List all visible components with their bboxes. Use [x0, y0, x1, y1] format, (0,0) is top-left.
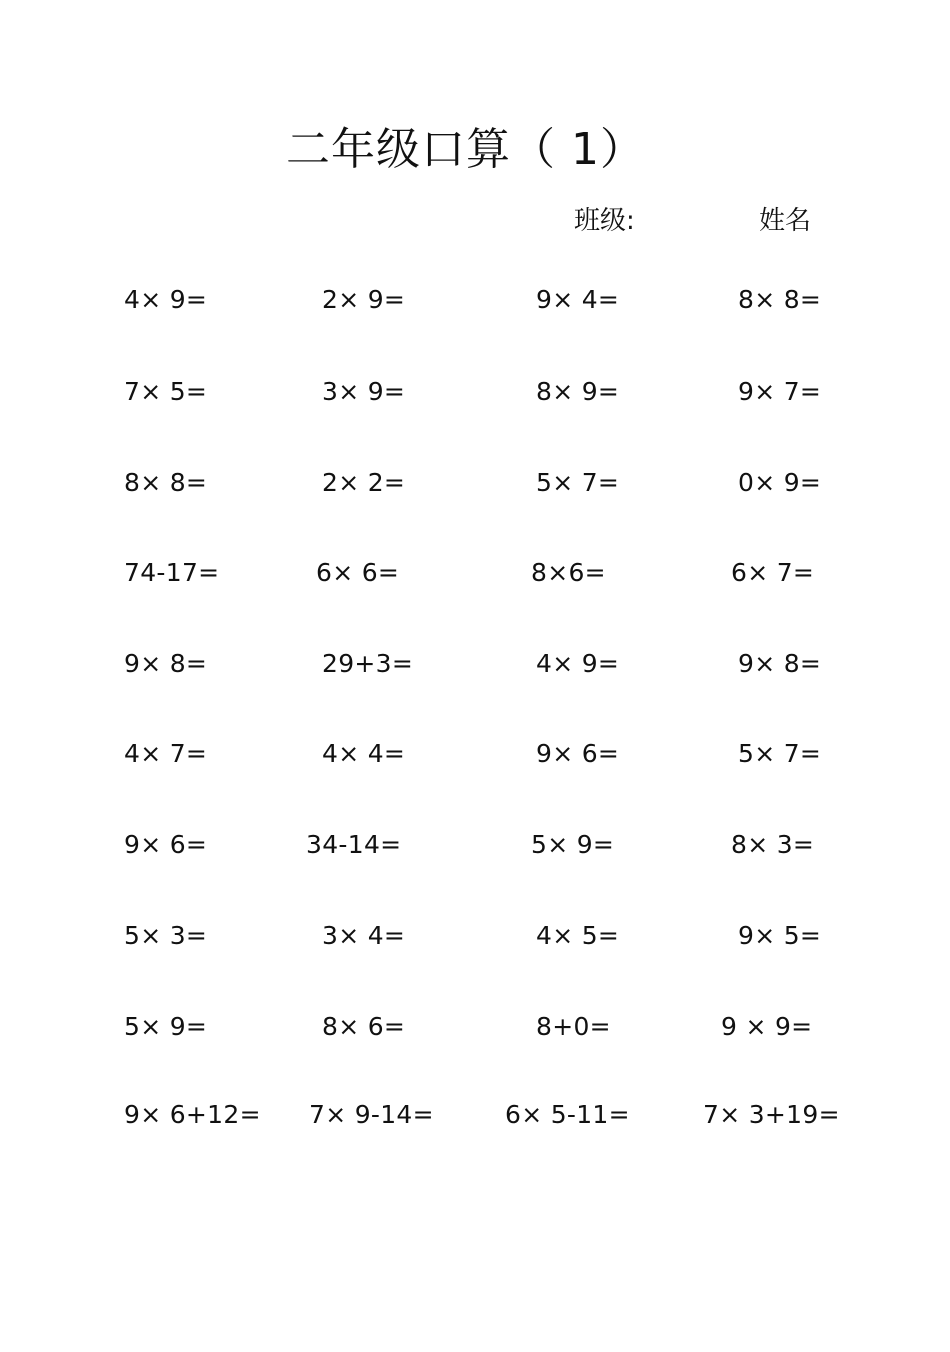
page-title: 二年级口算（ 1）	[286, 124, 645, 175]
problem-r3-c3: 5× 7=	[536, 468, 620, 497]
problem-r9-c1: 5× 9=	[124, 1012, 208, 1041]
problem-r1-c4: 8× 8=	[738, 285, 822, 314]
problem-r8-c2: 3× 4=	[322, 921, 406, 950]
problem-r6-c4: 5× 7=	[738, 739, 822, 768]
problem-r3-c4: 0× 9=	[738, 468, 822, 497]
problem-r9-c2: 8× 6=	[322, 1012, 406, 1041]
problem-r4-c3: 8×6=	[531, 558, 606, 587]
problem-r5-c1: 9× 8=	[124, 649, 208, 678]
problem-r8-c3: 4× 5=	[536, 921, 620, 950]
problem-r4-c4: 6× 7=	[731, 558, 815, 587]
problem-r10-c1: 9× 6+12=	[124, 1100, 261, 1129]
problem-r1-c2: 2× 9=	[322, 285, 406, 314]
problem-r7-c1: 9× 6=	[124, 830, 208, 859]
problem-r3-c2: 2× 2=	[322, 468, 406, 497]
class-label: 班级:	[574, 206, 635, 236]
problem-r7-c3: 5× 9=	[531, 830, 615, 859]
problem-r4-c2: 6× 6=	[316, 558, 400, 587]
problem-r8-c4: 9× 5=	[738, 921, 822, 950]
problem-r2-c4: 9× 7=	[738, 377, 822, 406]
problem-r9-c3: 8+0=	[536, 1012, 611, 1041]
problem-r3-c1: 8× 8=	[124, 468, 208, 497]
problem-r6-c3: 9× 6=	[536, 739, 620, 768]
problem-r2-c2: 3× 9=	[322, 377, 406, 406]
problem-r7-c2: 34-14=	[306, 830, 402, 859]
problem-r8-c1: 5× 3=	[124, 921, 208, 950]
problem-r10-c3: 6× 5-11=	[505, 1100, 630, 1129]
problem-r5-c4: 9× 8=	[738, 649, 822, 678]
problem-r10-c4: 7× 3+19=	[703, 1100, 840, 1129]
problem-r10-c2: 7× 9-14=	[309, 1100, 434, 1129]
problem-r7-c4: 8× 3=	[731, 830, 815, 859]
problem-r4-c1: 74-17=	[124, 558, 220, 587]
problem-r5-c3: 4× 9=	[536, 649, 620, 678]
problem-r9-c4: 9 × 9=	[721, 1012, 813, 1041]
problem-r6-c1: 4× 7=	[124, 739, 208, 768]
problem-r2-c3: 8× 9=	[536, 377, 620, 406]
problem-r2-c1: 7× 5=	[124, 377, 208, 406]
problem-r5-c2: 29+3=	[322, 649, 414, 678]
problem-r6-c2: 4× 4=	[322, 739, 406, 768]
problem-r1-c3: 9× 4=	[536, 285, 620, 314]
problem-r1-c1: 4× 9=	[124, 285, 208, 314]
name-label: 姓名	[759, 206, 812, 236]
